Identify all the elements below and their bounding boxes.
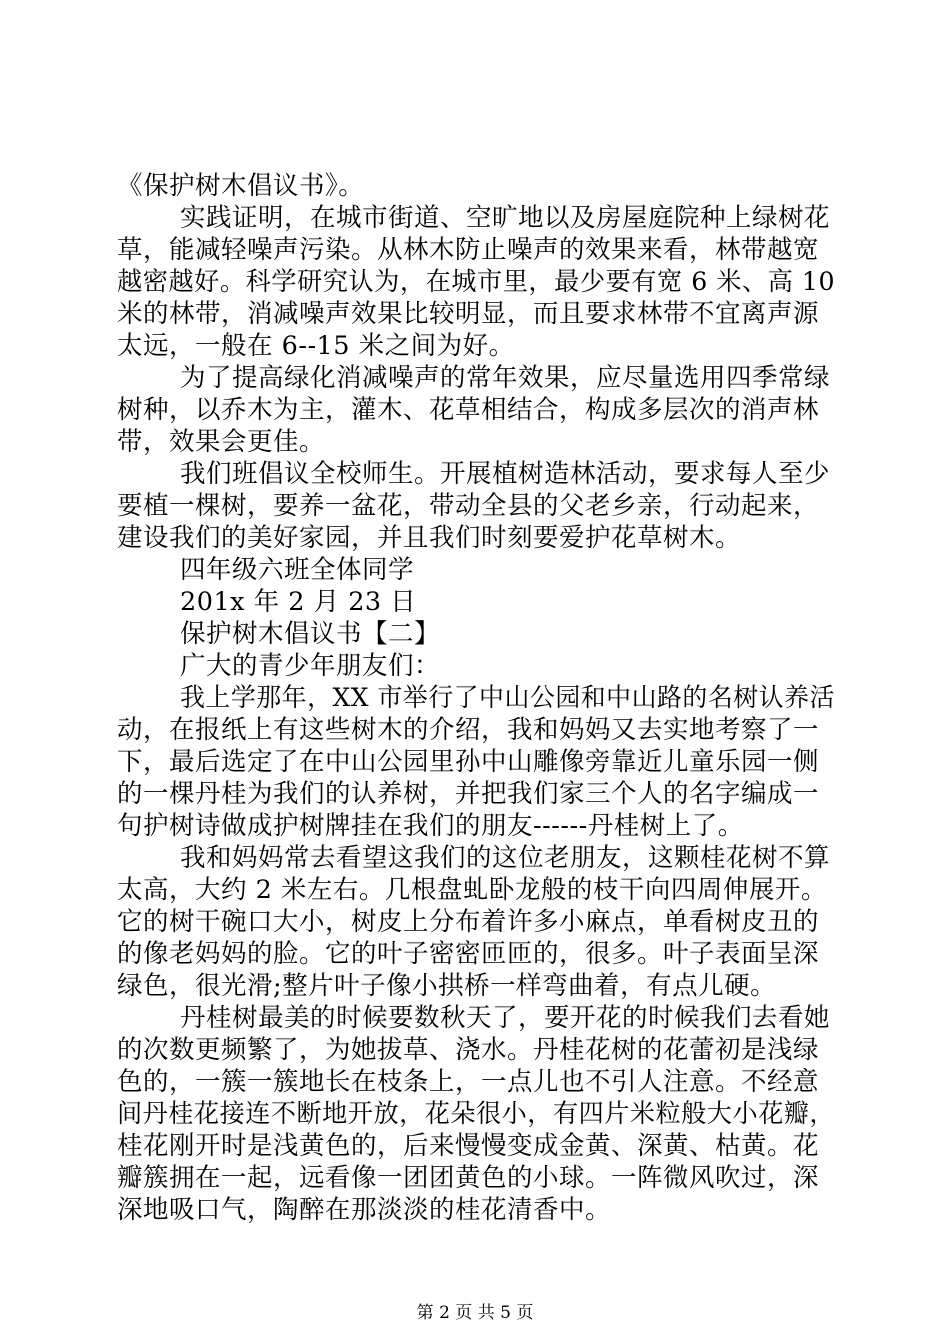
text-line: 米的林带，消减噪声效果比较明显，而且要求林带不宜离声源 bbox=[117, 299, 820, 329]
page-number-footer: 第 2 页 共 5 页 bbox=[416, 1303, 534, 1323]
text-line: 色的，一簇一簇地长在枝条上，一点儿也不引人注意。不经意 bbox=[117, 1067, 820, 1097]
text-line: 的次数更频繁了，为她拔草、浇水。丹桂花树的花蕾初是浅绿 bbox=[117, 1035, 820, 1065]
text-line: 越密越好。科学研究认为，在城市里，最少要有宽 6 米、高 10 bbox=[117, 267, 836, 297]
text-line: 树种，以乔木为主，灌木、花草相结合，构成多层次的消声林 bbox=[117, 395, 820, 425]
text-line: 《保护树木倡议书》。 bbox=[117, 171, 365, 201]
text-line: 的一棵丹桂为我们的认养树，并把我们家三个人的名字编成一 bbox=[117, 779, 820, 809]
text-line: 下，最后选定了在中山公园里孙中山雕像旁靠近儿童乐园一侧 bbox=[117, 747, 820, 777]
date-line: 201x 年 2 月 23 日 bbox=[180, 587, 417, 617]
section-title: 保护树木倡议书【二】 bbox=[180, 619, 441, 649]
text-line: 要植一棵树，要养一盆花，带动全县的父老乡亲，行动起来， bbox=[117, 491, 820, 521]
text-line: 瓣簇拥在一起，远看像一团团黄色的小球。一阵微风吹过，深 bbox=[117, 1163, 820, 1193]
paragraph-first-line: 实践证明，在城市街道、空旷地以及房屋庭院种上绿树花 bbox=[180, 203, 831, 233]
text-line: 它的树干碗口大小，树皮上分布着许多小麻点，单看树皮丑的 bbox=[117, 907, 820, 937]
text-line: 深地吸口气，陶醉在那淡淡的桂花清香中。 bbox=[117, 1195, 612, 1225]
paragraph-first-line: 丹桂树最美的时候要数秋天了，要开花的时候我们去看她 bbox=[180, 1003, 831, 1033]
text-line: 草，能减轻噪声污染。从林木防止噪声的效果来看，林带越宽 bbox=[117, 235, 820, 265]
text-line: 太远，一般在 6--15 米之间为好。 bbox=[117, 331, 515, 361]
paragraph-first-line: 我上学那年，XX 市举行了中山公园和中山路的名树认养活 bbox=[180, 683, 835, 713]
text-line: 动，在报纸上有这些树木的介绍，我和妈妈又去实地考察了一 bbox=[117, 715, 820, 745]
text-line: 桂花刚开时是浅黄色的，后来慢慢变成金黄、深黄、枯黄。花 bbox=[117, 1131, 820, 1161]
paragraph-first-line: 我和妈妈常去看望这我们的这位老朋友，这颗桂花树不算 bbox=[180, 843, 831, 873]
signature-line: 四年级六班全体同学 bbox=[180, 555, 415, 585]
text-line: 太高，大约 2 米左右。几根盘虬卧龙般的枝干向四周伸展开。 bbox=[117, 875, 827, 905]
text-line: 间丹桂花接连不断地开放，花朵很小，有四片米粒般大小花瓣， bbox=[117, 1099, 836, 1129]
salutation: 广大的青少年朋友们： bbox=[180, 651, 441, 681]
paragraph-first-line: 为了提高绿化消减噪声的常年效果，应尽量选用四季常绿 bbox=[180, 363, 831, 393]
text-line: 带，效果会更佳。 bbox=[117, 427, 326, 457]
text-line: 句护树诗做成护树牌挂在我们的朋友------丹桂树上了。 bbox=[117, 811, 744, 841]
text-line: 绿色，很光滑;整片叶子像小拱桥一样弯曲着，有点儿硬。 bbox=[117, 971, 777, 1001]
text-line: 建设我们的美好家园，并且我们时刻要爱护花草树木。 bbox=[117, 523, 742, 553]
paragraph-first-line: 我们班倡议全校师生。开展植树造林活动，要求每人至少 bbox=[180, 459, 831, 489]
text-line: 的像老妈妈的脸。它的叶子密密匝匝的，很多。叶子表面呈深 bbox=[117, 939, 820, 969]
